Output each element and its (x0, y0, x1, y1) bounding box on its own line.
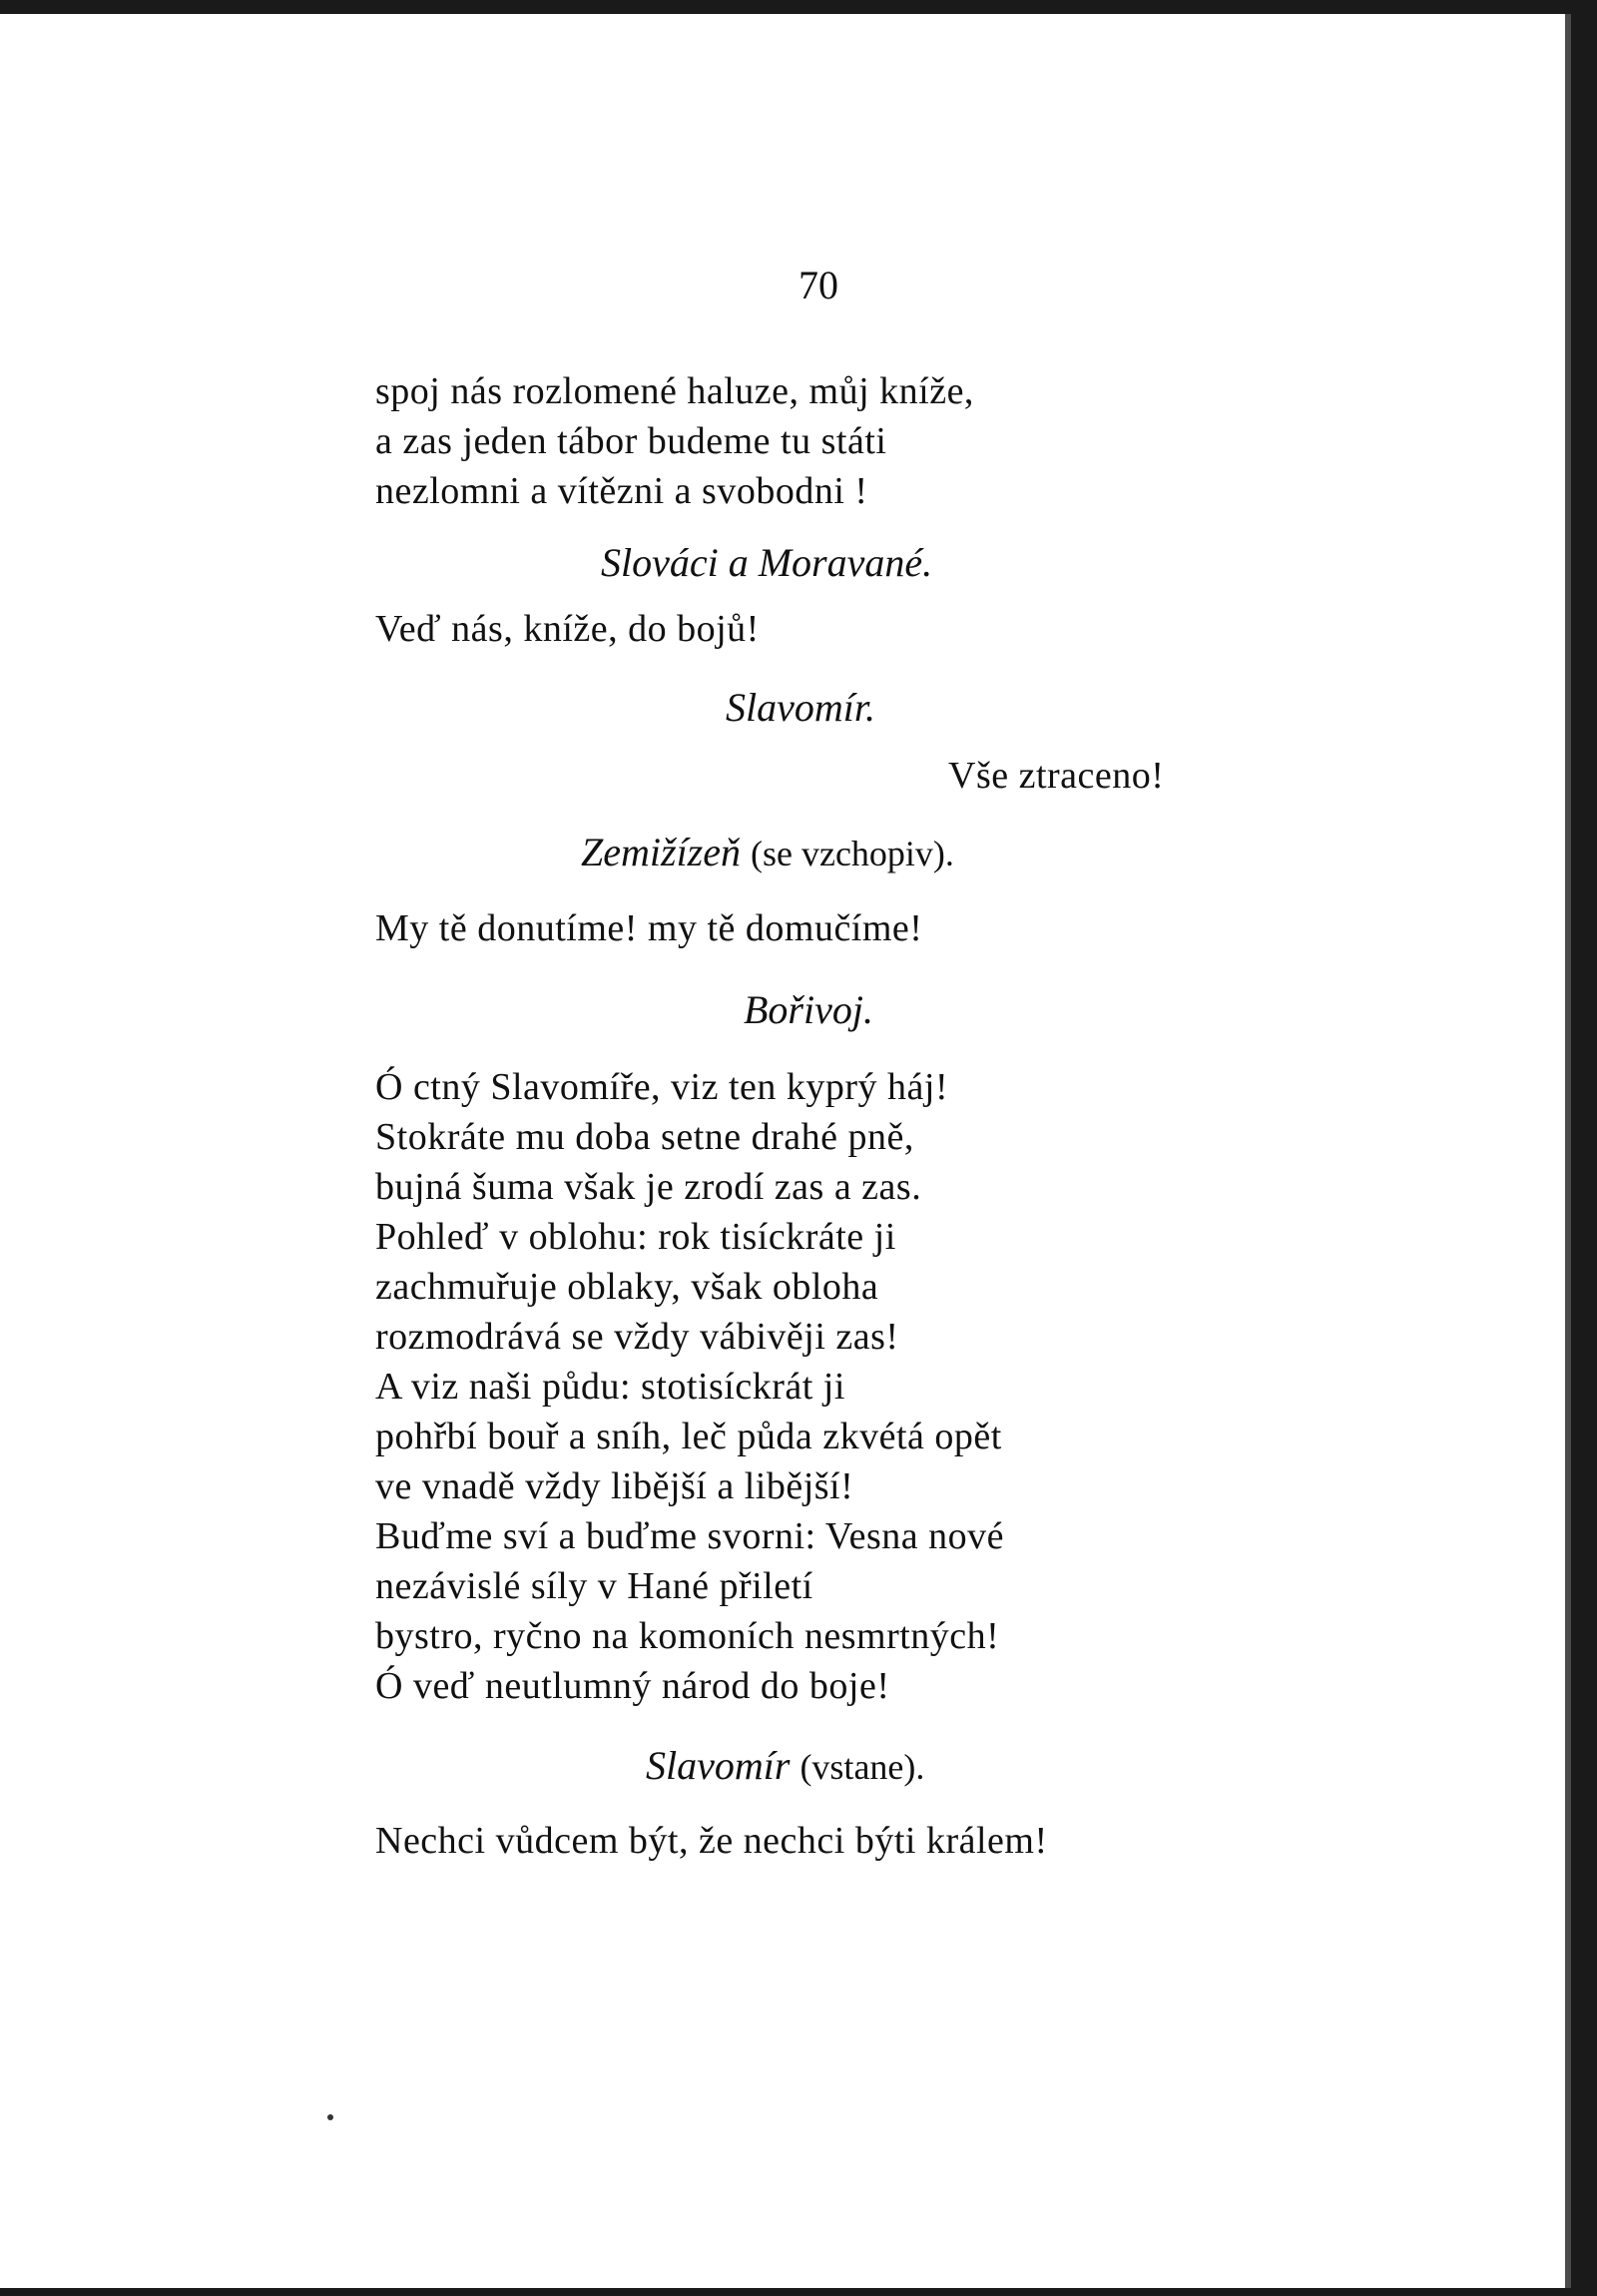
scan-edge-right (1571, 0, 1597, 2296)
verse-line: Ó ctný Slavomíře, viz ten kyprý háj! (375, 1066, 949, 1108)
speaker-heading (646, 1742, 924, 1789)
verse-line: Nechci vůdcem být, že nechci býti králem! (375, 1820, 1048, 1862)
verse-line: nezlomni a vítězni a svobodni ! (375, 470, 868, 512)
verse-line: Stokráte mu doba setne drahé pně, (375, 1116, 914, 1158)
stage-direction: (vstane). (799, 1747, 925, 1787)
speaker-name: Slováci a Moravané. (601, 540, 933, 585)
verse-line: Pohleď v oblohu: rok tisíckráte ji (375, 1216, 896, 1258)
verse-line: Vše ztraceno! (948, 755, 1165, 797)
page-number: 70 (798, 263, 838, 307)
scan-edge-bottom (0, 2288, 1597, 2296)
speaker-name: Zemižízeň (581, 830, 741, 874)
verse-line: pohřbí bouř a sníh, leč půda zkvétá opět (375, 1416, 1002, 1457)
verse-line: bujná šuma však je zrodí zas a zas. (375, 1166, 922, 1208)
speaker-heading (581, 829, 954, 875)
speaker-name: Slavomír (646, 1743, 791, 1788)
verse-line: ve vnadě vždy libější a libější! (375, 1465, 854, 1507)
verse-line: Veď nás, kníže, do bojů! (375, 608, 760, 650)
scan-edge-right-shadow (1565, 14, 1571, 2296)
verse-line: Buďme sví a buďme svorni: Vesna nové (375, 1515, 1005, 1557)
scan-speck (327, 2114, 333, 2120)
verse-line: spoj nás rozlomené haluze, můj kníže, (375, 370, 974, 412)
verse-line: zachmuřuje oblaky, však obloha (375, 1266, 879, 1308)
scan-edge-top (0, 0, 1597, 14)
verse-line: Ó veď neutlumný národ do boje! (375, 1665, 890, 1707)
verse-line: A viz naši půdu: stotisíckrát ji (375, 1366, 845, 1408)
verse-line: My tě donutíme! my tě domučíme! (375, 907, 923, 949)
stage-direction: (se vzchopiv). (751, 834, 954, 873)
verse-line: rozmodrává se vždy vábivěji zas! (375, 1316, 899, 1358)
verse-line: bystro, ryčno na komoních nesmrtných! (375, 1615, 1000, 1657)
speaker-name: Slavomír. (726, 685, 875, 730)
verse-line: nezávislé síly v Hané přiletí (375, 1565, 813, 1607)
speaker-name: Bořivoj. (744, 987, 873, 1032)
verse-line: a zas jeden tábor budeme tu státi (375, 420, 887, 462)
